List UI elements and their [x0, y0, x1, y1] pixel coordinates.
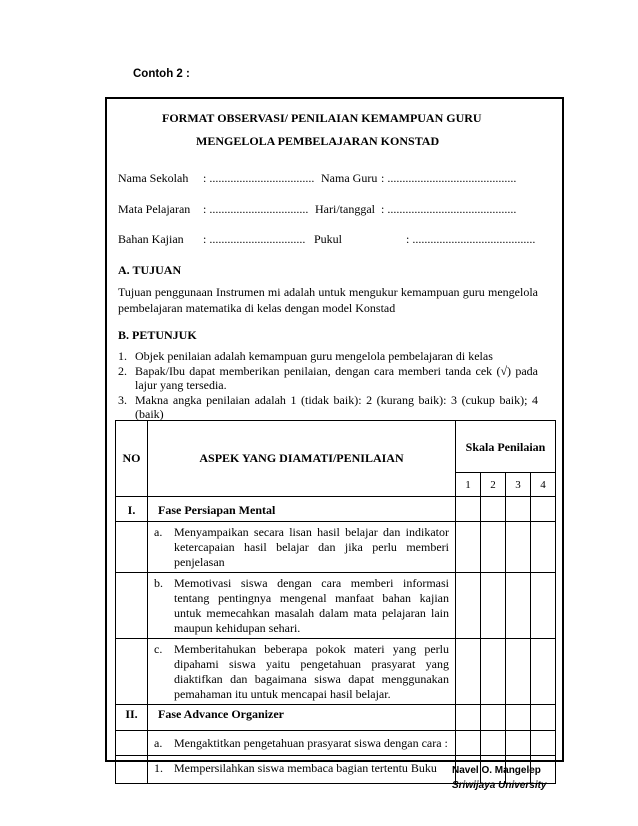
section-a-title: A. TUJUAN [118, 263, 182, 277]
aspect-item: 1. Mempersilahkan siswa membaca bagian tertentu Buku [148, 756, 456, 784]
score-cell[interactable] [481, 639, 506, 705]
score-cell[interactable] [531, 522, 556, 573]
score-cell[interactable] [481, 573, 506, 639]
score-cell[interactable] [506, 731, 531, 756]
score-cell[interactable] [481, 522, 506, 573]
header-no: NO [116, 421, 148, 497]
header-skala: Skala Penilaian [456, 421, 556, 473]
table-row [116, 497, 556, 522]
score-cell[interactable] [506, 573, 531, 639]
score-cell[interactable] [456, 573, 481, 639]
score-cell[interactable] [506, 522, 531, 573]
score-cell[interactable] [506, 497, 531, 522]
observation-table [115, 420, 556, 784]
score-cell[interactable] [506, 639, 531, 705]
label-hari-tanggal: Hari/tanggal [315, 202, 375, 216]
label-mata-pelajaran: Mata Pelajaran [118, 202, 191, 216]
phase-2-number: II. [116, 705, 148, 731]
score-cell[interactable] [531, 497, 556, 522]
phase-1-number: I. [116, 497, 148, 522]
phase-1-title: Fase Persiapan Mental [148, 497, 456, 522]
score-cell[interactable] [531, 705, 556, 731]
footer-affiliation: Sriwijaya University [452, 780, 547, 791]
score-cell[interactable] [506, 705, 531, 731]
score-cell[interactable] [456, 639, 481, 705]
score-cell[interactable] [481, 497, 506, 522]
form-title-line-1: FORMAT OBSERVASI/ PENILAIAN KEMAMPUAN GURU [162, 111, 482, 125]
section-b-title: B. PETUNJUK [118, 328, 197, 342]
instruction-item: 1. Objek penilaian adalah kemampuan guru mengelola pembelajaran di kelas [118, 349, 493, 363]
table-row [116, 639, 556, 705]
score-cell[interactable] [456, 497, 481, 522]
scale-4: 4 [531, 473, 556, 497]
field-nama-sekolah: : ................................... [203, 171, 315, 185]
score-cell[interactable] [531, 573, 556, 639]
label-pukul: Pukul [314, 232, 343, 246]
table-header-row [116, 421, 556, 473]
page-heading: Contoh 2 : [133, 68, 190, 80]
table-row [116, 705, 556, 731]
score-cell[interactable] [481, 705, 506, 731]
form-title-line-2: MENGELOLA PEMBELAJARAN KONSTAD [196, 134, 440, 148]
footer-author: Navel O. Mangelep [452, 765, 541, 776]
section-a-text: Tujuan penggunaan Instrumen mi adalah untuk mengukur kemampuan guru mengelola pembelajaran matematika di kelas dengan model Konstad [118, 285, 538, 315]
aspect-item: a. Menyampaikan secara lisan hasil belajar dan indikator ketercapaian hasil belajar dan jika perlu memberi penjelasan [148, 522, 456, 573]
score-cell[interactable] [456, 731, 481, 756]
aspect-item: c. Memberitahukan beberapa pokok materi yang perlu dipahami siswa yaitu pengetahuan prasyarat yang diaktifkan dan bagaimana siswa dapat menggunakan pemahaman itu untuk mencapai hasil belajar. [148, 639, 456, 705]
aspect-item: a. Mengaktitkan pengetahuan prasyarat siswa dengan cara : [148, 731, 456, 756]
score-cell[interactable] [456, 705, 481, 731]
score-cell[interactable] [531, 731, 556, 756]
field-pukul: : ......................................... [406, 232, 536, 246]
label-bahan-kajian: Bahan Kajian [118, 232, 184, 246]
instruction-item: 3. Makna angka penilaian adalah 1 (tidak baik): 2 (kurang baik): 3 (cukup baik); 4 (baik) [118, 392, 538, 421]
table-row [116, 573, 556, 639]
field-hari-tanggal: : ........................................... [381, 202, 517, 216]
table-row [116, 731, 556, 756]
scale-2: 2 [481, 473, 506, 497]
table-row [116, 522, 556, 573]
field-bahan-kajian: : ................................ [203, 232, 306, 246]
label-nama-sekolah: Nama Sekolah [118, 171, 189, 185]
aspect-item: b. Memotivasi siswa dengan cara memberi informasi tentang pentingnya mengenal manfaat bahan kajian untuk memecahkan masalah dalam mata pelajaran lain maupun kehidupan sehari. [148, 573, 456, 639]
score-cell[interactable] [456, 522, 481, 573]
header-aspek: ASPEK YANG DIAMATI/PENILAIAN [148, 421, 456, 497]
label-nama-guru: Nama Guru [321, 171, 378, 185]
instruction-list [118, 349, 538, 422]
score-cell[interactable] [531, 639, 556, 705]
instruction-item: 2. Bapak/Ibu dapat memberikan penilaian, dengan cara memberi tanda cek (√) pada lajur yang tersedia. [118, 363, 538, 392]
scale-3: 3 [506, 473, 531, 497]
field-mata-pelajaran: : ................................. [203, 202, 309, 216]
score-cell[interactable] [481, 731, 506, 756]
scale-1: 1 [456, 473, 481, 497]
phase-2-title: Fase Advance Organizer [148, 705, 456, 731]
field-nama-guru: : ........................................... [381, 171, 517, 185]
